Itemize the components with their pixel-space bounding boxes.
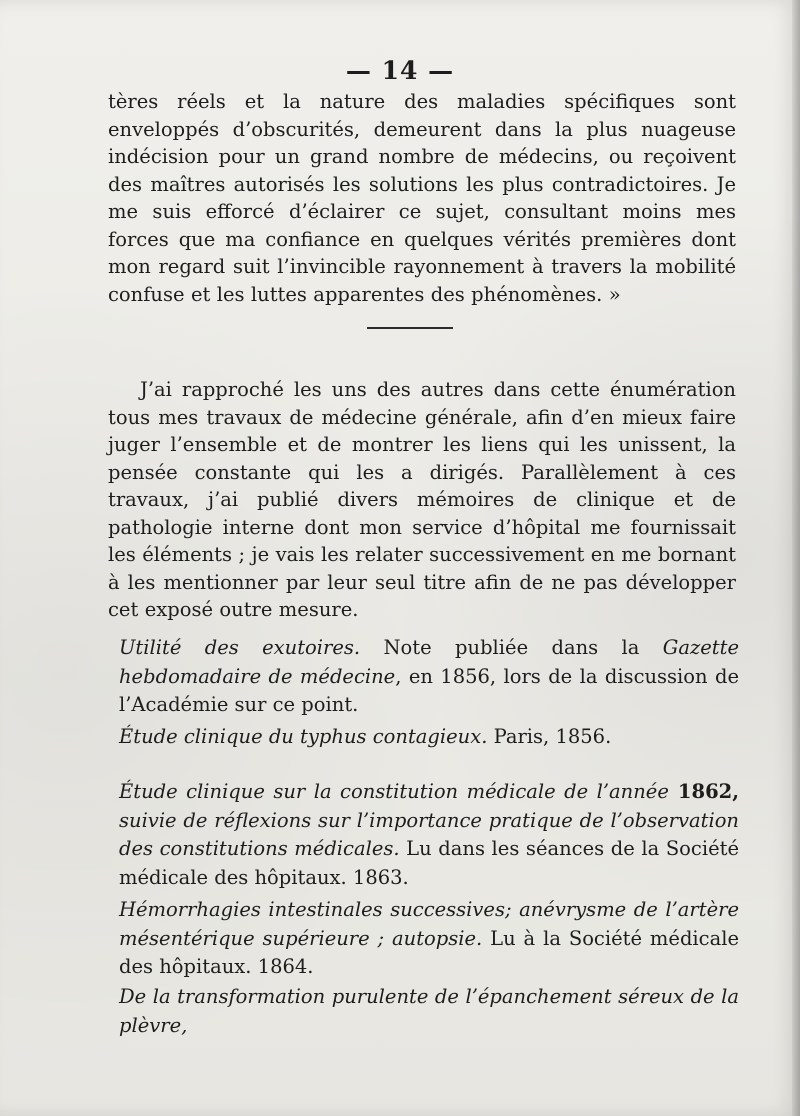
entry-1-text-a: Note publiée dans la — [360, 636, 663, 659]
page-edge-shadow — [792, 0, 800, 1116]
publication-entry-4 — [119, 896, 739, 982]
entry-1-title: Utilité des exutoires. — [119, 636, 361, 659]
page-number: — 14 — — [345, 56, 455, 85]
summary-paragraph-block — [108, 376, 736, 624]
publication-entry-1 — [119, 634, 739, 720]
entry-1-journal: Gazette hebdomadaire de médecine — [119, 636, 739, 688]
entry-4-text: Lu à la Société médicale des hôpitaux. 1864. — [119, 926, 739, 978]
intro-paragraph: tères réels et la nature des maladies spécifiques sont enveloppés d’obscurités, demeurent dans la plus nuageuse indécision pour un grand nombre de médecins, ou reçoivent des maîtres autorisés les solutions les plus contradictoires. Je me suis efforcé d’éclairer ce sujet, consultant moins mes forces que ma confiance en quelques vérités premières dont mon regard suit l’invincible rayonnement à travers la mobilité confuse et les luttes apparentes des phénomènes. » — [108, 90, 736, 306]
section-separator — [367, 327, 453, 329]
entry-3-italic-after: suivie de réflexions sur l’importance pratique de l’observation des constitutions médicales. — [119, 808, 739, 860]
intro-paragraph-block — [108, 88, 736, 308]
summary-paragraph: J’ai rapproché les uns des autres dans cette énumération tous mes travaux de médecine générale, afin d’en mieux faire juger l’ensemble et de montrer les liens qui les unissent, la pensée constante qui les a dirigés. Parallèlement à ces travaux, j’ai publié divers mémoires de clinique et de pathologie interne dont mon service d’hôpital me fournissait les éléments ; je vais les relater successivement en me bornant à les mentionner par leur seul titre afin de ne pas développer cet exposé outre mesure. — [108, 378, 736, 621]
entry-2-text: Paris, 1856. — [487, 725, 612, 748]
publication-entry-2 — [119, 723, 739, 752]
publication-entry-5 — [119, 983, 739, 1040]
entry-4-title: Hémorrhagies intestinales successives; anévrysme de l’artère mésentérique supérieure ; autopsie. — [119, 898, 739, 950]
entry-3-title: Étude clinique sur la constitution médicale de l’année — [119, 780, 669, 803]
entry-5-title: De la transformation purulente de l’épanchement séreux de la plèvre, — [119, 985, 739, 1037]
entry-1-text-b: , en 1856, lors de la discussion de l’Académie sur ce point. — [119, 664, 740, 716]
entry-3-year: 1862, — [668, 780, 739, 803]
publication-entry-3 — [119, 778, 739, 892]
entry-3-text: Lu dans les séances de la Société médicale des hôpitaux. 1863. — [119, 837, 739, 889]
entry-2-title: Étude clinique du typhus contagieux. — [119, 725, 488, 748]
